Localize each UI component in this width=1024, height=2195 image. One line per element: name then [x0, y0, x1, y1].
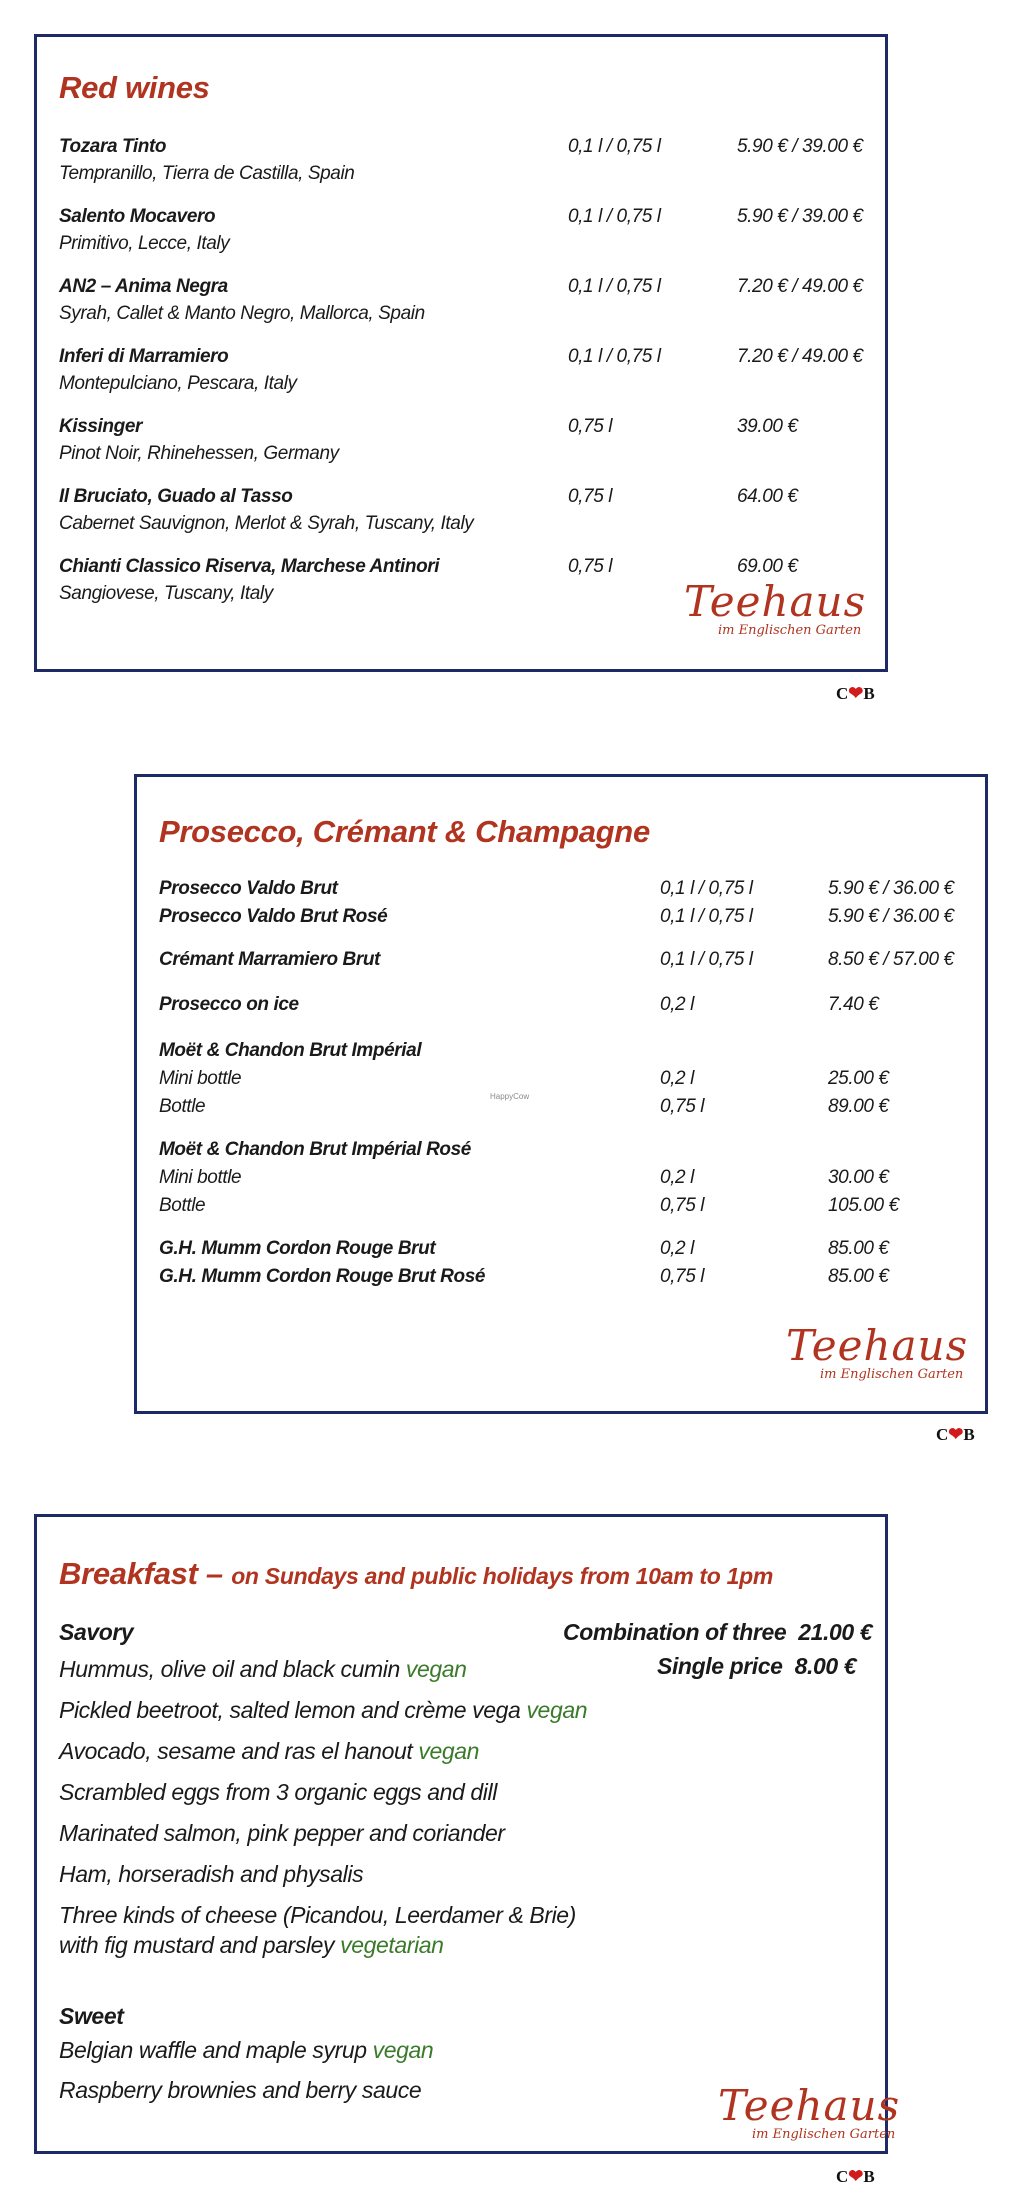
sparkling-price: 30.00 € — [828, 1167, 889, 1188]
sparkling-label: Mini bottle — [159, 1068, 242, 1089]
sparkling-label: Prosecco Valdo Brut — [159, 878, 338, 899]
combo-price-row: Combination of three 21.00 € — [563, 1619, 873, 1645]
sweet-heading: Sweet — [59, 2003, 124, 2029]
wine-price: 64.00 € — [737, 486, 798, 507]
wine-price: 69.00 € — [737, 556, 798, 577]
savory-item — [59, 1696, 587, 1724]
sparkling-label: Prosecco Valdo Brut Rosé — [159, 906, 388, 927]
sparkling-price: 7.40 € — [828, 994, 879, 1015]
vegan-tag: vegan — [526, 1697, 588, 1723]
sparkling-label: G.H. Mumm Cordon Rouge Brut — [159, 1238, 436, 1259]
sparkling-price: 85.00 € — [828, 1238, 889, 1259]
sparkling-volume: 0,2 l — [660, 1068, 694, 1089]
breakfast-subtitle: on Sundays and public holidays from 10am to 1pm — [231, 1563, 774, 1589]
vegan-tag: vegan — [418, 1738, 480, 1764]
sparkling-label: Bottle — [159, 1096, 206, 1117]
wine-name: Inferi di Marramiero — [59, 346, 229, 367]
wine-name: Tozara Tinto — [59, 136, 167, 157]
sparkling-label: Mini bottle — [159, 1167, 242, 1188]
sparkling-volume: 0,2 l — [660, 994, 694, 1015]
cb-badge-2: C❤B — [936, 1424, 975, 1444]
wine-volume: 0,75 l — [568, 556, 613, 577]
wine-price: 7.20 € / 49.00 € — [737, 276, 863, 297]
wine-volume: 0,75 l — [568, 416, 613, 437]
sparkling-volume: 0,2 l — [660, 1238, 694, 1259]
savory-item — [59, 1931, 444, 1959]
sparkling-volume: 0,75 l — [660, 1096, 705, 1117]
sparkling-volume: 0,1 l / 0,75 l — [660, 949, 753, 970]
wine-desc: Sangiovese, Tuscany, Italy — [59, 583, 273, 604]
vegan-tag: vegan — [405, 1656, 467, 1682]
item-text: Three kinds of cheese (Picandou, Leerdamer & Brie) — [59, 1902, 576, 1928]
wine-volume: 0,1 l / 0,75 l — [568, 136, 661, 157]
wine-desc: Pinot Noir, Rhinehessen, Germany — [59, 443, 339, 464]
sparkling-price: 25.00 € — [828, 1068, 889, 1089]
wine-name: Il Bruciato, Guado al Tasso — [59, 486, 293, 507]
wine-desc: Syrah, Callet & Manto Negro, Mallorca, Spain — [59, 303, 425, 324]
sparkling-volume: 0,2 l — [660, 1167, 694, 1188]
sparkling-card — [134, 774, 988, 1414]
sweet-item — [59, 2076, 421, 2104]
wine-price: 39.00 € — [737, 416, 798, 437]
sparkling-volume: 0,1 l / 0,75 l — [660, 878, 753, 899]
wine-volume: 0,1 l / 0,75 l — [568, 276, 661, 297]
cb-badge-1: C❤B — [836, 683, 875, 703]
wine-desc: Tempranillo, Tierra de Castilla, Spain — [59, 163, 355, 184]
happycow-watermark: HappyCow — [490, 1092, 530, 1101]
wine-desc: Cabernet Sauvignon, Merlot & Syrah, Tuscany, Italy — [59, 513, 474, 534]
sparkling-price: 5.90 € / 36.00 € — [828, 878, 954, 899]
savory-item — [59, 1655, 467, 1683]
item-text: Ham, horseradish and physalis — [59, 1861, 364, 1887]
wine-volume: 0,1 l / 0,75 l — [568, 206, 661, 227]
teehaus-logo-1: Teehaus im Englischen Garten — [684, 577, 867, 638]
sparkling-label: Moët & Chandon Brut Impérial — [159, 1040, 422, 1061]
sparkling-price: 89.00 € — [828, 1096, 889, 1117]
savory-item — [59, 1737, 479, 1765]
vegetarian-tag: vegetarian — [340, 1932, 444, 1958]
sparkling-volume: 0,75 l — [660, 1266, 705, 1287]
sparkling-volume: 0,75 l — [660, 1195, 705, 1216]
savory-item — [59, 1778, 497, 1806]
sweet-item — [59, 2036, 433, 2064]
single-price-row: Single price 8.00 € — [657, 1653, 857, 1679]
savory-heading: Savory — [59, 1619, 134, 1645]
item-text: Pickled beetroot, salted lemon and crème vega — [59, 1697, 521, 1723]
wine-volume: 0,1 l / 0,75 l — [568, 346, 661, 367]
wine-name: Salento Mocavero — [59, 206, 216, 227]
teehaus-logo-2: Teehaus im Englischen Garten — [786, 1321, 969, 1382]
vegan-tag: vegan — [372, 2037, 434, 2063]
breakfast-title: Breakfast – on Sundays and public holidays from 10am to 1pm — [59, 1556, 774, 1591]
item-text: Marinated salmon, pink pepper and coriander — [59, 1820, 505, 1846]
sparkling-label: Prosecco on ice — [159, 994, 299, 1015]
sparkling-price: 8.50 € / 57.00 € — [828, 949, 954, 970]
sparkling-label: Crémant Marramiero Brut — [159, 949, 380, 970]
savory-item — [59, 1819, 505, 1847]
sparkling-title: Prosecco, Crémant & Champagne — [159, 814, 650, 849]
sparkling-label: Moët & Chandon Brut Impérial Rosé — [159, 1139, 471, 1160]
item-text: with fig mustard and parsley — [59, 1932, 335, 1958]
wine-price: 5.90 € / 39.00 € — [737, 206, 863, 227]
wine-price: 7.20 € / 49.00 € — [737, 346, 863, 367]
teehaus-logo-3: Teehaus im Englischen Garten — [718, 2081, 901, 2142]
sparkling-volume: 0,1 l / 0,75 l — [660, 906, 753, 927]
sparkling-price: 85.00 € — [828, 1266, 889, 1287]
cb-badge-3: C❤B — [836, 2166, 875, 2186]
sparkling-price: 105.00 € — [828, 1195, 899, 1216]
wine-price: 5.90 € / 39.00 € — [737, 136, 863, 157]
savory-item — [59, 1901, 576, 1929]
item-text: Raspberry brownies and berry sauce — [59, 2077, 422, 2103]
wine-name: Chianti Classico Riserva, Marchese Antinori — [59, 556, 440, 577]
sparkling-price: 5.90 € / 36.00 € — [828, 906, 954, 927]
item-text: Hummus, olive oil and black cumin — [59, 1656, 400, 1682]
wine-desc: Primitivo, Lecce, Italy — [59, 233, 230, 254]
savory-item — [59, 1860, 363, 1888]
wine-volume: 0,75 l — [568, 486, 613, 507]
wine-name: Kissinger — [59, 416, 142, 437]
item-text: Belgian waffle and maple syrup — [59, 2037, 367, 2063]
sparkling-label: G.H. Mumm Cordon Rouge Brut Rosé — [159, 1266, 486, 1287]
red-wines-title: Red wines — [59, 70, 210, 105]
wine-name: AN2 – Anima Negra — [59, 276, 228, 297]
item-text: Scrambled eggs from 3 organic eggs and dill — [59, 1779, 497, 1805]
wine-desc: Montepulciano, Pescara, Italy — [59, 373, 297, 394]
sparkling-label: Bottle — [159, 1195, 206, 1216]
item-text: Avocado, sesame and ras el hanout — [59, 1738, 413, 1764]
